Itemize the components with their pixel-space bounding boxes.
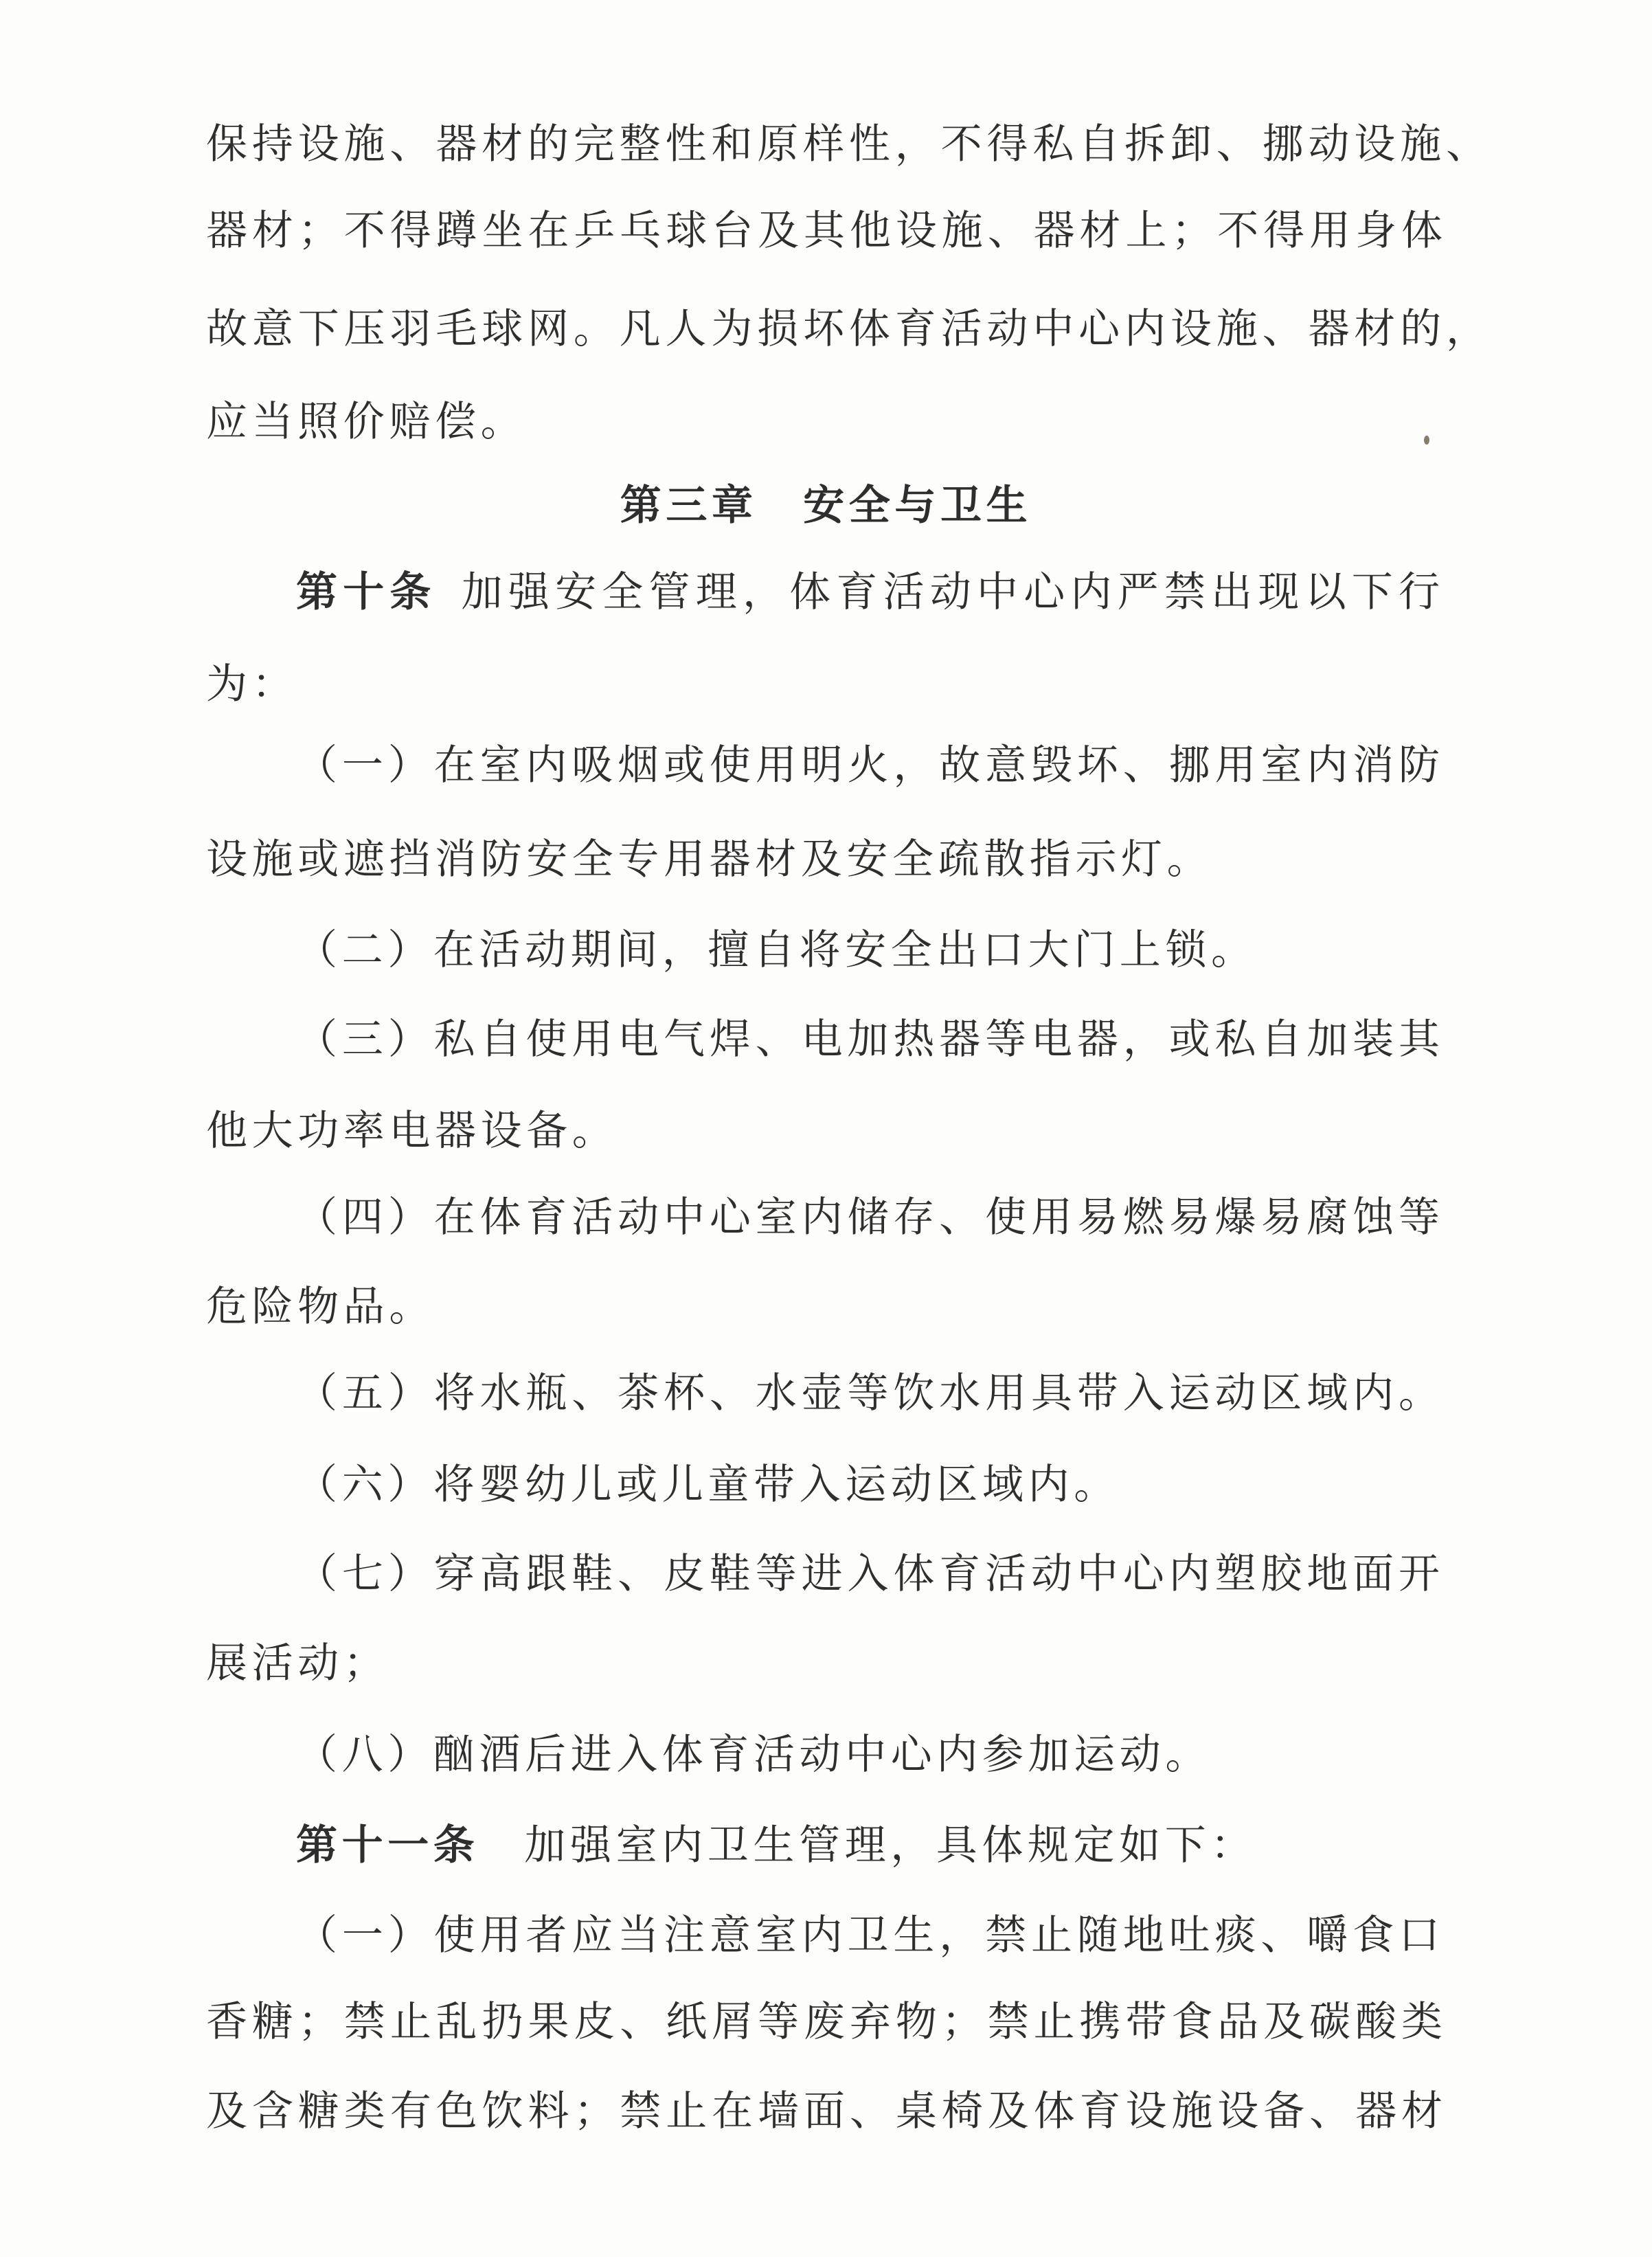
list-item-line: （一）在室内吸烟或使用明火，故意毁坏、挪用室内消防: [296, 741, 1440, 789]
list-item-line: 设施或遮挡消防安全专用器材及安全疏散指示灯。: [206, 835, 1213, 884]
list-item-line: （四）在体育活动中心室内储存、使用易燃易爆易腐蚀等: [296, 1193, 1440, 1242]
paragraph-line: 应当照价赔偿。: [206, 398, 527, 446]
scan-speck: [1424, 436, 1429, 445]
article-11-line: [296, 1818, 1256, 1873]
article-text: 加强安全管理，体育活动中心内严禁出现以下行: [461, 568, 1440, 616]
list-item-line: （六）将婴幼儿或儿童带入运动区域内。: [296, 1461, 1120, 1509]
list-item-line: 及含糖类有色饮料；禁止在墙面、桌椅及体育设施设备、器材: [206, 2087, 1442, 2135]
paragraph-line: 故意下压羽毛球网。凡人为损坏体育活动中心内设施、器材的，: [206, 305, 1487, 353]
list-item-line: 展活动；: [206, 1639, 389, 1687]
list-item-line: 香糖；禁止乱扔果皮、纸屑等废弃物；禁止携带食品及碳酸类: [206, 1998, 1442, 2046]
list-item-line: （二）在活动期间，擅自将安全出口大门上锁。: [296, 926, 1257, 974]
article-10-line: [296, 565, 1440, 620]
list-item-line: （七）穿高跟鞋、皮鞋等进入体育活动中心内塑胶地面开: [296, 1550, 1440, 1598]
list-item-line: （八）酗酒后进入体育活动中心内参加运动。: [296, 1731, 1211, 1779]
list-item-line: 危险物品。: [206, 1283, 435, 1331]
article-label: 第十条: [296, 568, 437, 616]
list-item-line: （三）私自使用电气焊、电加热器等电器，或私自加装其: [296, 1015, 1440, 1064]
chapter-heading: 第三章 安全与卫生: [620, 482, 1032, 530]
article-label: 第十一条: [296, 1821, 479, 1869]
list-item-line: 他大功率电器设备。: [206, 1107, 618, 1155]
list-item-line: （一）使用者应当注意室内卫生，禁止随地吐痰、嚼食口: [296, 1911, 1440, 1960]
paragraph-line: 器材；不得蹲坐在乒乓球台及其他设施、器材上；不得用身体: [206, 207, 1442, 255]
article-text: 加强室内卫生管理，具体规定如下：: [524, 1821, 1257, 1869]
article-text: 为：: [206, 660, 298, 708]
paragraph-line: 保持设施、器材的完整性和原样性，不得私自拆卸、挪动设施、: [206, 120, 1487, 168]
list-item-line: （五）将水瓶、茶杯、水壶等饮水用具带入运动区域内。: [296, 1369, 1440, 1417]
